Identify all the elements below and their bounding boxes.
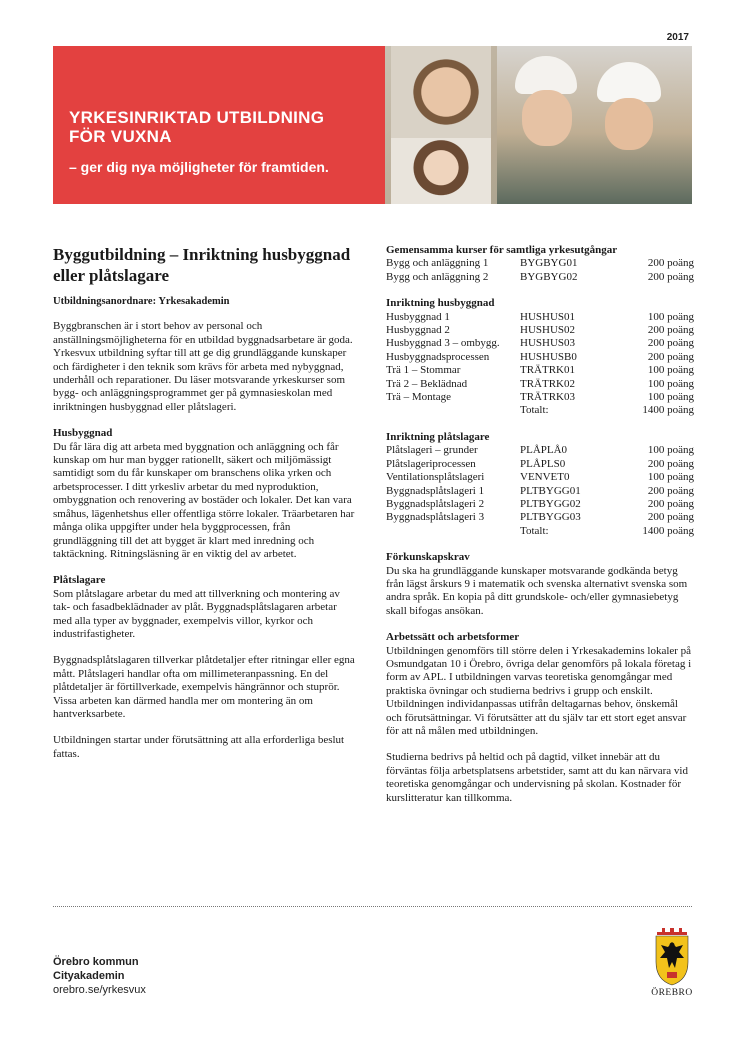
course-code: PLTBYGG03 <box>520 511 581 524</box>
course-name: Trä 2 – Beklädnad <box>386 377 468 390</box>
course-name: Trä 1 – Stommar <box>386 364 461 377</box>
course-code: PLTBYGG01 <box>520 484 581 497</box>
course-row <box>386 311 694 324</box>
course-points: 100 poäng <box>647 471 694 484</box>
total-label: Totalt: <box>520 524 549 537</box>
course-code: TRÄTRK03 <box>520 391 575 404</box>
document-year: 2017 <box>666 32 689 43</box>
course-row <box>386 485 694 498</box>
course-code: HUSHUS02 <box>520 324 576 337</box>
course-row <box>386 471 694 484</box>
total-row <box>386 404 694 417</box>
course-points: 200 poäng <box>647 257 694 270</box>
course-row <box>386 391 694 404</box>
worker-face <box>522 90 572 146</box>
methods-paragraph-1: Utbildningen genomförs till större delen i Yrkesakademins lokaler på Osmundgatan 10 i Örebro, övriga delar genomförs på lokala företag i form av APL. I utbildningen varvas teoretiska genomgångar med praktiska övningar och studierna bedrivs i grupp och enskilt. Utbildningen individanpassas utifrån deltagarnas behov, önskemål och förutsättningar. Vi förutsätter att du själv tar ett stort eget ansvar för att nå målen med utbildningen. <box>386 644 692 737</box>
course-name: Byggnadsplåtslageri 2 <box>386 497 485 510</box>
husbyggnad-paragraph: Du får lära dig att arbeta med byggnation och anläggning och får kunskap om hur man bygger rationellt, säkert och miljömässigt samtidigt som du får kunskaper om branschens olika yrken och arbetsprocesser. I ditt yrkesliv arbetar du med nyproduktion, ombyggnation och renovering av bostäder och lokaler. Det kan vara småhus, lägenhetshus eller offentliga större lokaler. Träarbetaren har många olika uppgifter under hela byggprocessen, från grundläggning till det att bygget är klart med inredning och taktäckning. Ritningsläsning är en viktig del av arbetet. <box>53 440 355 560</box>
page-title: Byggutbildning – Inriktning husbyggnad eller plåtslagare <box>53 245 351 285</box>
course-points: 100 poäng <box>647 391 694 404</box>
course-code: BYGBYG02 <box>520 270 578 283</box>
methods-heading: Arbetssätt och arbetsformer <box>386 631 520 644</box>
footer-url-link[interactable]: orebro.se/yrkesvux <box>53 984 146 996</box>
photo-young-woman <box>391 138 491 204</box>
course-row <box>386 324 694 337</box>
course-points: 100 poäng <box>647 444 694 457</box>
course-row <box>386 351 694 364</box>
course-code: TRÄTRK01 <box>520 364 575 377</box>
platslagare-courses-table <box>386 444 694 538</box>
husbyggnad-heading: Husbyggnad <box>53 427 113 440</box>
course-row <box>386 378 694 391</box>
course-name: Byggnadsplåtslageri 1 <box>386 484 485 497</box>
course-name: Plåtslageri – grunder <box>386 444 478 457</box>
course-code: HUSHUS01 <box>520 310 576 323</box>
course-row <box>386 271 694 284</box>
course-row <box>386 511 694 524</box>
course-row <box>386 337 694 350</box>
crest-label: ÖREBRO <box>651 988 693 998</box>
course-code: VENVET0 <box>520 471 570 484</box>
course-code: PLÅPLÅ0 <box>520 444 568 457</box>
total-points: 1400 poäng <box>642 524 694 537</box>
banner-subtitle: – ger dig nya möjligheter för framtiden. <box>69 159 329 175</box>
course-points: 200 poäng <box>647 324 694 337</box>
course-name: Ventilationsplåtslageri <box>386 471 485 484</box>
right-column <box>386 244 694 818</box>
course-points: 200 poäng <box>647 270 694 283</box>
banner-title: YRKESINRIKTAD UTBILDNING FÖR VUXNA <box>69 108 325 146</box>
methods-paragraph-2: Studierna bedrivs på heltid och på dagtid, vilket innebär att du förväntas följa arbetsplatsens arbetstider, samt att du kan närvara vid teoretiska genomgångar och undervisning på skolan. Kostnader för kurslitteratur kan tillkomma. <box>386 751 688 804</box>
organizer: Utbildningsanordnare: Yrkesakademin <box>53 296 230 307</box>
common-courses-heading: Gemensamma kurser för samtliga yrkesutgångar <box>386 244 618 256</box>
prerequisites-paragraph: Du ska ha grundläggande kunskaper motsvarande godkända betyg från lägst årskurs 9 i matematik och svenska alternativt svenska som andra språk. En kopia på ditt grundskole- och/eller gymnasiebetyg skall bifogas ansökan. <box>386 564 688 617</box>
footer-org: Örebro kommun <box>53 956 139 968</box>
course-row <box>386 257 694 270</box>
course-name: Bygg och anläggning 2 <box>386 270 489 283</box>
intro-paragraph: Byggbranschen är i stort behov av personal och anställningsmöjligheterna för en utbildad byggnadsarbetare är goda. Yrkesvux utbildning syftar till att ge dig grundläggande kunskaper och färdigheter i den teknik som krävs för arbeta med nybyggnad, underhåll och reparationer. Du läser motsvarande yrkeskurser som bygg- och anläggningsprogrammet ger på gymnasieskolan med inriktningen husbyggnad eller plåtslageri. <box>53 320 353 413</box>
course-points: 100 poäng <box>647 310 694 323</box>
prerequisites-heading: Förkunskapskrav <box>386 551 470 564</box>
header-banner <box>53 46 692 204</box>
platslagare-courses-heading: Inriktning plåtslagare <box>386 430 490 443</box>
course-row <box>386 364 694 377</box>
platslagare-paragraph-2: Byggnadsplåtslagaren tillverkar plåtdetaljer efter ritningar eller egna mått. Plåtslageri handlar ofta om millimeteranpassning. En del plåtdetaljer är förtillverkade, exempelvis hängrännor och stuprör. Vissa arbeten kan därmed handla mer om montering än om hantverksarbete. <box>53 654 355 720</box>
course-name: Husbyggnadsprocessen <box>386 350 490 363</box>
course-points: 200 poäng <box>647 457 694 470</box>
course-row <box>386 458 694 471</box>
course-name: Husbyggnad 2 <box>386 324 450 337</box>
total-points: 1400 poäng <box>642 404 694 417</box>
common-courses-table <box>386 257 694 284</box>
platslagare-heading: Plåtslagare <box>53 574 106 587</box>
course-points: 200 poäng <box>647 484 694 497</box>
course-name: Trä – Montage <box>386 391 451 404</box>
course-points: 100 poäng <box>647 377 694 390</box>
total-row <box>386 525 694 538</box>
husbyggnad-courses-heading: Inriktning husbyggnad <box>386 297 495 310</box>
course-name: Husbyggnad 3 – ombygg. <box>386 337 500 350</box>
course-name: Bygg och anläggning 1 <box>386 257 489 270</box>
total-label: Totalt: <box>520 404 549 417</box>
course-points: 200 poäng <box>647 337 694 350</box>
total-spacer <box>386 525 520 538</box>
course-code: BYGBYG01 <box>520 257 578 270</box>
worker-face <box>605 98 653 150</box>
course-name: Plåtslageriprocessen <box>386 457 476 470</box>
course-code: HUSHUS03 <box>520 337 576 350</box>
husbyggnad-courses-table <box>386 311 694 418</box>
photo-man-glasses <box>391 46 491 138</box>
course-code: PLÅPLS0 <box>520 457 566 470</box>
footer-unit: Cityakademin <box>53 970 125 982</box>
course-code: HUSHUSB0 <box>520 350 577 363</box>
footer-divider <box>53 906 692 907</box>
course-points: 200 poäng <box>647 350 694 363</box>
course-points: 100 poäng <box>647 364 694 377</box>
course-code: TRÄTRK02 <box>520 377 575 390</box>
closing-paragraph: Utbildningen startar under förutsättning att alla erforderliga beslut fattas. <box>53 734 345 760</box>
course-code: PLTBYGG02 <box>520 497 581 510</box>
banner-text-panel <box>53 46 385 204</box>
course-points: 200 poäng <box>647 511 694 524</box>
platslagare-paragraph-1: Som plåtslagare arbetar du med att tillverkning och montering av tak- och fasadbeklädnader av plåt. Byggnadsplåtslagaren arbetar med alla typer av byggnader, exempelvis villor, kyrkor och industrifastigheter. <box>53 587 340 640</box>
footer-contact <box>53 955 146 997</box>
banner-photo <box>385 46 692 204</box>
course-points: 200 poäng <box>647 497 694 510</box>
course-name: Husbyggnad 1 <box>386 310 450 323</box>
coat-of-arms-icon <box>653 928 691 986</box>
course-name: Byggnadsplåtslageri 3 <box>386 511 485 524</box>
course-row <box>386 444 694 457</box>
orebro-crest <box>650 928 694 998</box>
course-row <box>386 498 694 511</box>
left-column <box>53 244 357 774</box>
total-spacer <box>386 404 520 417</box>
